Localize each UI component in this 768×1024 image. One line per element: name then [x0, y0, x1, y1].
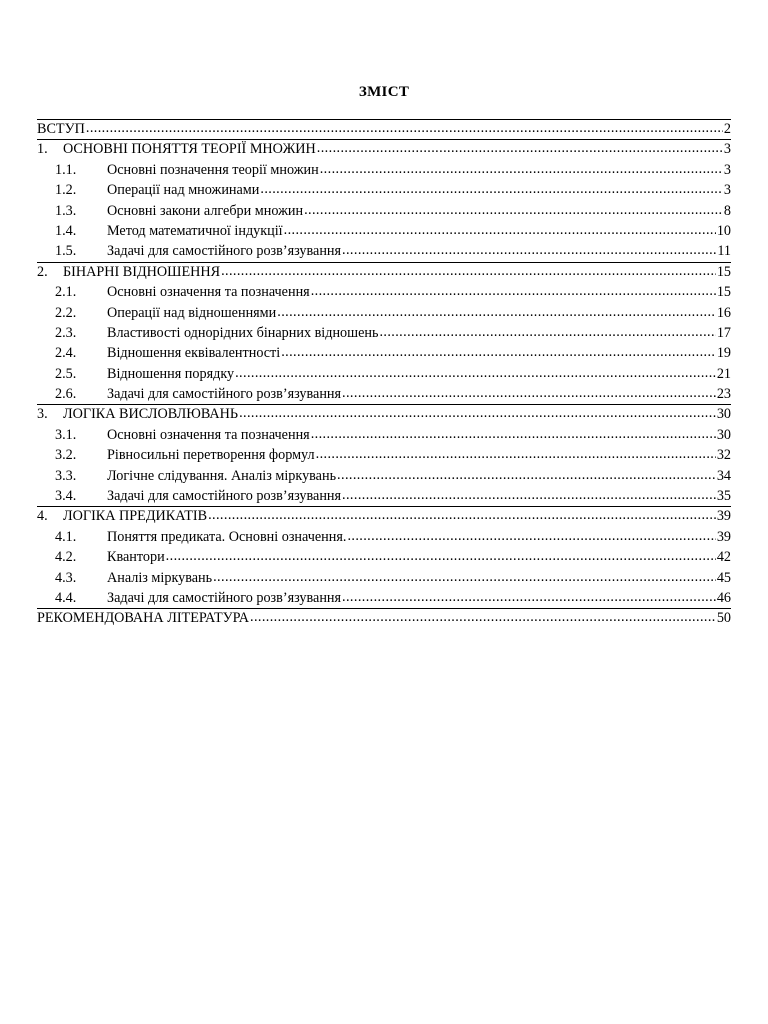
toc-entry-number: 1.5.	[55, 243, 77, 260]
toc-entry-label: Основні закони алгебри множин	[107, 202, 304, 219]
toc-dot-leader	[166, 547, 716, 566]
toc-dot-leader	[221, 262, 716, 281]
toc-dot-leader	[86, 119, 723, 138]
toc-entry-number: 3.4.	[55, 488, 77, 505]
toc-section-row[interactable]	[37, 160, 731, 180]
toc-entry-number: 2.	[37, 263, 48, 280]
toc-dot-leader	[239, 404, 716, 423]
toc-entry-number: 4.4.	[55, 589, 77, 606]
toc-page-number: 39	[716, 508, 731, 525]
toc-section-row[interactable]	[37, 282, 731, 302]
toc-section-row[interactable]	[37, 466, 731, 486]
toc-page-number: 50	[716, 610, 731, 627]
toc-page-number: 8	[723, 202, 731, 219]
toc-dot-leader	[260, 180, 723, 199]
toc-entry-label: ОСНОВНІ ПОНЯТТЯ ТЕОРІЇ МНОЖИН	[63, 141, 316, 158]
toc-entry-number: 1.4.	[55, 222, 77, 239]
toc-dot-leader	[337, 466, 716, 485]
toc-entry-number: 1.1.	[55, 161, 77, 178]
table-of-contents	[37, 119, 731, 629]
toc-page-number: 42	[716, 549, 731, 566]
toc-section-row[interactable]	[37, 445, 731, 465]
toc-section-row[interactable]	[37, 568, 731, 588]
toc-entry-number: 3.2.	[55, 447, 77, 464]
toc-entry-label: Задачі для самостійного розв’язування	[107, 488, 342, 505]
toc-entry-label: ВСТУП	[37, 121, 85, 137]
toc-section-row[interactable]	[37, 364, 731, 384]
page-title: ЗМІСТ	[358, 84, 410, 100]
toc-dot-leader	[281, 343, 716, 362]
toc-dot-leader	[320, 160, 723, 179]
toc-section-row[interactable]	[37, 547, 731, 567]
toc-entry-label: Аналіз міркувань	[107, 569, 213, 586]
toc-page-number: 19	[716, 345, 731, 362]
toc-page-number: 32	[716, 447, 731, 464]
toc-entry-label: Квантори	[107, 549, 165, 566]
toc-entry-number: 2.6.	[55, 386, 77, 403]
toc-entry-label: Відношення еквівалентності	[107, 345, 281, 362]
toc-dot-leader	[277, 303, 716, 322]
toc-section-row[interactable]	[37, 343, 731, 363]
toc-page-number: 23	[716, 386, 731, 403]
toc-page-number: 39	[716, 528, 731, 545]
toc-entry-number: 2.3.	[55, 324, 77, 341]
toc-entry-label: Поняття предиката. Основні означення.	[107, 528, 347, 545]
toc-entry-number: 3.	[37, 406, 48, 423]
toc-entry-label: БІНАРНІ ВІДНОШЕННЯ	[63, 263, 221, 280]
toc-entry-number: 2.2.	[55, 304, 77, 321]
toc-dot-leader	[342, 384, 716, 403]
toc-section-row[interactable]	[37, 588, 731, 608]
toc-page-number: 10	[716, 222, 731, 239]
toc-page-number: 46	[716, 589, 731, 606]
toc-dot-leader	[342, 588, 716, 607]
toc-entry-number: 1.3.	[55, 202, 77, 219]
toc-dot-leader	[304, 201, 723, 220]
toc-page-number: 45	[716, 569, 731, 586]
toc-page-number: 16	[716, 304, 731, 321]
toc-chapter-row[interactable]	[37, 119, 731, 139]
toc-section-row[interactable]	[37, 384, 731, 404]
toc-chapter-row[interactable]	[37, 262, 731, 282]
toc-entry-label: Метод математичної індукції	[107, 222, 283, 239]
toc-entry-label: Задачі для самостійного розв’язування	[107, 589, 342, 606]
toc-entry-number: 4.	[37, 508, 48, 525]
toc-entry-number: 4.2.	[55, 549, 77, 566]
toc-section-row[interactable]	[37, 221, 731, 241]
toc-dot-leader	[379, 323, 715, 342]
toc-dot-leader	[316, 445, 716, 464]
toc-section-row[interactable]	[37, 180, 731, 200]
toc-dot-leader	[317, 139, 723, 158]
toc-entry-number: 3.3.	[55, 467, 77, 484]
toc-entry-label: РЕКОМЕНДОВАНА ЛІТЕРАТУРА	[37, 610, 249, 627]
toc-dot-leader	[347, 527, 715, 546]
toc-page-number: 17	[716, 324, 731, 341]
toc-page-number: 11	[717, 243, 731, 260]
toc-section-row[interactable]	[37, 241, 731, 261]
toc-chapter-row[interactable]	[37, 139, 731, 159]
toc-dot-leader	[342, 486, 716, 505]
toc-entry-label: Основні означення та позначення	[107, 284, 310, 301]
toc-entry-label: Задачі для самостійного розв’язування	[107, 386, 342, 403]
toc-entry-label: Основні означення та позначення	[107, 426, 310, 443]
toc-entry-label: Операції над множинами	[107, 182, 260, 199]
toc-page-number: 34	[716, 467, 731, 484]
toc-dot-leader	[235, 364, 716, 383]
toc-page-number: 15	[716, 284, 731, 301]
toc-entry-number: 1.2.	[55, 182, 77, 199]
toc-dot-leader	[208, 506, 716, 525]
toc-dot-leader	[311, 282, 716, 301]
toc-entry-number: 4.3.	[55, 569, 77, 586]
toc-section-row[interactable]	[37, 201, 731, 221]
toc-page-number: 3	[723, 141, 731, 158]
toc-entry-label: Задачі для самостійного розв’язування	[107, 243, 342, 260]
toc-entry-number: 2.1.	[55, 284, 77, 301]
toc-entry-number: 2.4.	[55, 345, 77, 362]
toc-section-row[interactable]	[37, 425, 731, 445]
toc-dot-leader	[213, 568, 716, 587]
toc-section-row[interactable]	[37, 527, 731, 547]
toc-entry-number: 2.5.	[55, 365, 77, 382]
toc-page-number: 35	[716, 488, 731, 505]
toc-dot-leader	[250, 608, 716, 627]
toc-chapter-row[interactable]	[37, 506, 731, 526]
toc-page-number: 2	[723, 121, 731, 137]
toc-section-row[interactable]	[37, 486, 731, 506]
toc-page-number: 30	[716, 426, 731, 443]
toc-entry-label: ЛОГІКА ПРЕДИКАТІВ	[63, 508, 208, 525]
toc-dot-leader	[342, 241, 716, 260]
toc-chapter-row[interactable]	[37, 608, 731, 628]
toc-entry-label: Відношення порядку	[107, 365, 235, 382]
toc-page-number: 30	[716, 406, 731, 423]
toc-section-row[interactable]	[37, 323, 731, 343]
toc-page-number: 3	[723, 182, 731, 199]
toc-entry-label: Логічне слідування. Аналіз міркувань	[107, 467, 337, 484]
toc-section-row[interactable]	[37, 303, 731, 323]
toc-entry-number: 4.1.	[55, 528, 77, 545]
toc-dot-leader	[311, 425, 716, 444]
toc-chapter-row[interactable]	[37, 404, 731, 424]
toc-page-number: 3	[723, 161, 731, 178]
toc-entry-label: Властивості однорідних бінарних відношень	[107, 324, 379, 341]
toc-entry-label: Рівносильні перетворення формул	[107, 447, 315, 464]
toc-entry-number: 3.1.	[55, 426, 77, 443]
toc-entry-label: Операції над відношеннями	[107, 304, 277, 321]
toc-page-number: 21	[716, 365, 731, 382]
toc-entry-label: ЛОГІКА ВИСЛОВЛЮВАНЬ	[63, 406, 239, 423]
toc-page-number: 15	[716, 263, 731, 280]
toc-entry-label: Основні позначення теорії множин	[107, 161, 319, 178]
toc-dot-leader	[284, 221, 716, 240]
toc-entry-number: 1.	[37, 141, 48, 158]
